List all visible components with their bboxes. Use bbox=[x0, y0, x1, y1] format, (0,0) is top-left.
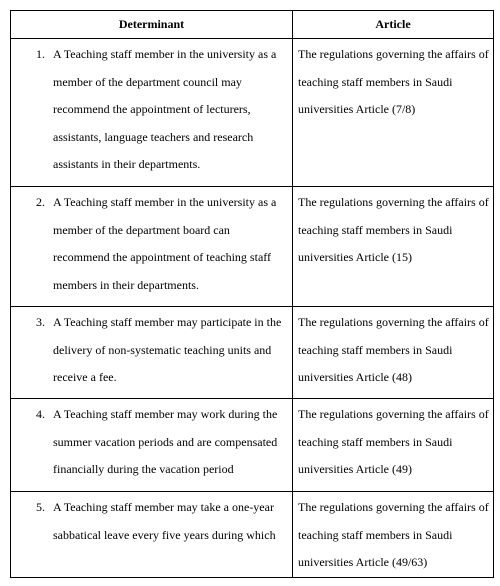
determinant-text: A Teaching staff member may participate in the delivery of non-systematic teaching units and receive a fee. bbox=[53, 315, 282, 384]
row-number: 3. bbox=[36, 315, 45, 329]
table-row bbox=[11, 492, 494, 578]
header-article: Article bbox=[293, 11, 494, 39]
row-number: 4. bbox=[36, 407, 45, 421]
table-row bbox=[11, 187, 494, 307]
determinant-cell bbox=[11, 187, 293, 307]
article-cell bbox=[293, 39, 494, 187]
determinant-text: A Teaching staff member may work during the summer vacation periods and are compensated financially during the vacation period bbox=[53, 407, 278, 476]
article-text: The regulations governing the affairs of teaching staff members in Saudi universities Article (49) bbox=[298, 407, 489, 476]
header-row bbox=[11, 11, 494, 39]
determinant-cell bbox=[11, 39, 293, 187]
table-row bbox=[11, 39, 494, 187]
article-cell bbox=[293, 307, 494, 399]
determinant-text: A Teaching staff member in the university as a member of the department council may recommend the appointment of lecturers, assistants, language teachers and research assistants in their departments. bbox=[53, 47, 277, 171]
article-text: The regulations governing the affairs of teaching staff members in Saudi universities Article (15) bbox=[298, 195, 489, 264]
article-cell bbox=[293, 187, 494, 307]
row-number: 2. bbox=[36, 195, 45, 209]
determinant-text: A Teaching staff member may take a one-year sabbatical leave every five years during which bbox=[53, 500, 276, 542]
determinant-text: A Teaching staff member in the university as a member of the department board can recommend the appointment of teaching staff members in their departments. bbox=[53, 195, 277, 292]
determinant-cell bbox=[11, 492, 293, 578]
header-determinant: Determinant bbox=[11, 11, 293, 39]
article-cell bbox=[293, 399, 494, 492]
row-number: 1. bbox=[36, 47, 45, 61]
article-cell bbox=[293, 492, 494, 578]
article-text: The regulations governing the affairs of teaching staff members in Saudi universities Article (7/8) bbox=[298, 47, 489, 116]
article-text: The regulations governing the affairs of teaching staff members in Saudi universities Article (49/63) bbox=[298, 500, 489, 569]
table-row bbox=[11, 399, 494, 492]
determinant-article-table bbox=[10, 10, 494, 578]
article-text: The regulations governing the affairs of teaching staff members in Saudi universities Article (48) bbox=[298, 315, 489, 384]
determinant-cell bbox=[11, 399, 293, 492]
determinant-cell bbox=[11, 307, 293, 399]
table-row bbox=[11, 307, 494, 399]
row-number: 5. bbox=[36, 500, 45, 514]
